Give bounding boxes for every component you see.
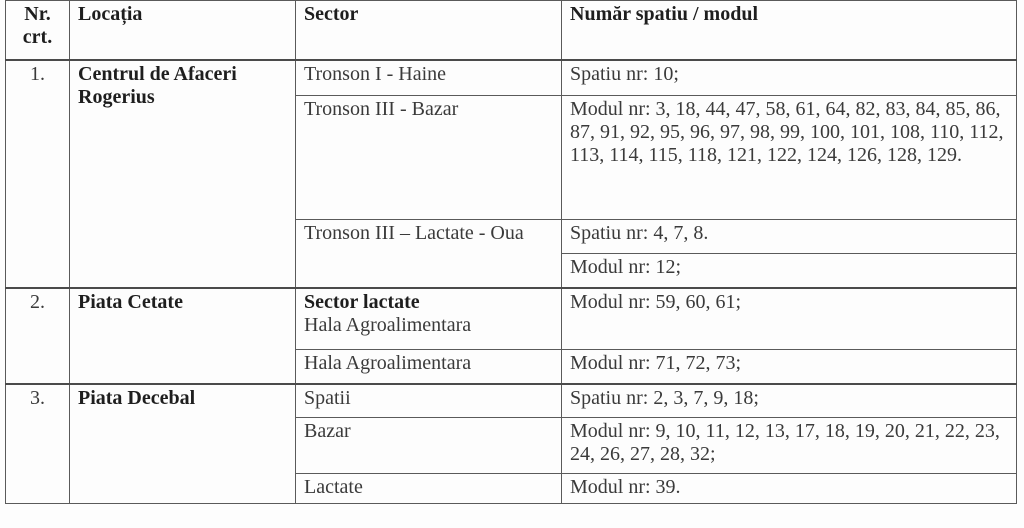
row-sector: Hala Agroalimentara (296, 350, 562, 384)
sector-sub-label: Hala Agroalimentara (304, 313, 472, 336)
locations-table (5, 0, 1017, 504)
row-numar: Modul nr: 9, 10, 11, 12, 13, 17, 18, 19, 20, 21, 22, 23, 24, 26, 27, 28, 32; (562, 418, 1017, 474)
header-numar: Număr spatiu / modul (562, 1, 1017, 60)
row-nr: 1. (6, 60, 70, 288)
header-sector: Sector (296, 1, 562, 60)
row-sector: Bazar (296, 418, 562, 474)
row-sector: Lactate (296, 474, 562, 504)
row-locatia: Centrul de Afaceri Rogerius (70, 60, 296, 288)
row-nr: 3. (6, 384, 70, 504)
row-numar: Modul nr: 39. (562, 474, 1017, 504)
row-sector: Tronson III – Lactate - Oua (296, 220, 562, 288)
row-numar: Modul nr: 3, 18, 44, 47, 58, 61, 64, 82, 83, 84, 85, 86, 87, 91, 92, 95, 96, 97, 98, 99, 100, 101, 108, 110, 112, 113, 114, 115, 118, 121, 122, 124, 126, 128, 129. (562, 96, 1017, 220)
row-numar: Spatiu nr: 10; (562, 60, 1017, 96)
row-sector: Spatii (296, 384, 562, 418)
header-nr: Nr. crt. (6, 1, 70, 60)
table-row (6, 288, 1017, 350)
row-locatia: Piata Decebal (70, 384, 296, 504)
row-numar: Modul nr: 71, 72, 73; (562, 350, 1017, 384)
row-numar: Modul nr: 59, 60, 61; (562, 288, 1017, 350)
row-numar: Spatiu nr: 2, 3, 7, 9, 18; (562, 384, 1017, 418)
row-locatia: Piata Cetate (70, 288, 296, 384)
table-header-row (6, 1, 1017, 60)
row-sector: Tronson I - Haine (296, 60, 562, 96)
header-locatia: Locația (70, 1, 296, 60)
row-nr: 2. (6, 288, 70, 384)
sector-bold-label: Sector lactate (304, 290, 420, 313)
row-sector: Tronson III - Bazar (296, 96, 562, 220)
row-numar: Modul nr: 12; (562, 254, 1017, 288)
table-row (6, 384, 1017, 418)
table-row (6, 60, 1017, 96)
row-numar: Spatiu nr: 4, 7, 8. (562, 220, 1017, 254)
row-sector (296, 288, 562, 350)
